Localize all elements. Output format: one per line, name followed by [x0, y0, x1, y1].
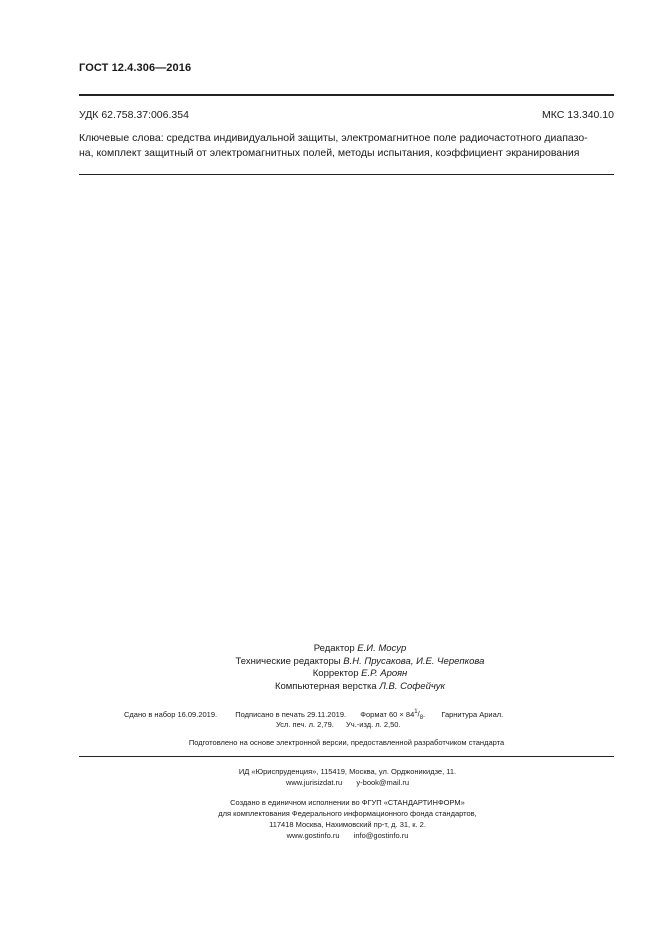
typeface: Гарнитура Ариал.: [441, 709, 504, 719]
format-prefix: Формат 60 × 84: [360, 709, 415, 719]
footer-divider: [79, 756, 614, 757]
credits-block: [140, 643, 580, 694]
creator-line-1: Создано в единичном исполнении во ФГУП «СТАНДАРТИНФОРМ»: [230, 798, 465, 807]
creator-site-link[interactable]: www.gostinfo.ru: [286, 831, 340, 840]
udk-code: УДК 62.758.37:006.354: [79, 109, 189, 121]
publisher-site-link[interactable]: www.jurisizdat.ru: [285, 777, 343, 787]
editor-label: Редактор: [313, 643, 355, 654]
print-sheets: Усл. печ. л. 2,79.: [276, 720, 334, 729]
layout-name: Л.В. Софейчук: [379, 681, 446, 693]
editor-line: [140, 643, 580, 656]
publisher-address: ИД «Юриспруденция», 115419, Москва, ул. Орджоникидзе, 11.: [238, 767, 457, 776]
paper-format: Формат $60 \times 84^1/_8$.: [360, 709, 426, 721]
mks-code: МКС 13.340.10: [542, 109, 614, 121]
publisher-contacts: [120, 778, 575, 789]
layout-label: Компьютерная верстка: [274, 681, 377, 693]
creator-contacts: [120, 830, 575, 841]
creator-email-link[interactable]: info@gostinfo.ru: [353, 831, 409, 840]
keywords-line-1: Ключевые слова: средства индивидуальной защиты, электромагнитное поле радиочастотного диапазо-: [79, 132, 588, 144]
prepared-note: Подготовлено на основе электронной версии, предоставленной разработчиком стандарта: [188, 738, 505, 747]
keywords-line-2: на, комплект защитный от электромагнитных полей, методы испытания, коэффициент экранирования: [79, 147, 580, 159]
format-suffix: .: [423, 709, 426, 719]
creator-block: [120, 797, 575, 841]
document-code: ГОСТ 12.4.306—2016: [79, 62, 192, 74]
corrector-label: Корректор: [312, 668, 359, 680]
corrector-line: [140, 668, 580, 681]
tech-editors-names: В.Н. Прусакова, И.Е. Черепкова: [343, 655, 485, 667]
format-denominator: 8: [419, 715, 424, 721]
publisher-sheets: Уч.-изд. л. 2,50.: [346, 720, 401, 729]
signed-date: Подписано в печать 29.11.2019.: [235, 709, 347, 719]
print-info-row-2: [276, 720, 401, 730]
creator-line-2: для комплектования Федерального информационного фонда стандартов,: [218, 809, 477, 818]
tech-editors-line: [140, 656, 580, 669]
tech-editors-label: Технические редакторы: [235, 655, 341, 667]
creator-address: 117418 Москва, Нахимовский пр-т, д. 31, к. 2.: [269, 820, 426, 829]
format-numerator: 1: [414, 709, 418, 715]
keywords-paragraph: [79, 131, 614, 161]
publisher-block: [120, 767, 575, 789]
keywords-divider: [79, 174, 614, 175]
editor-name: Е.И. Мосур: [357, 643, 407, 654]
submitted-date: Сдано в набор 16.09.2019.: [124, 709, 218, 719]
top-divider: [79, 94, 614, 96]
layout-line: [140, 681, 580, 694]
corrector-name: Е.Р. Ароян: [361, 668, 408, 680]
publisher-email-link[interactable]: y-book@mail.ru: [356, 777, 410, 787]
